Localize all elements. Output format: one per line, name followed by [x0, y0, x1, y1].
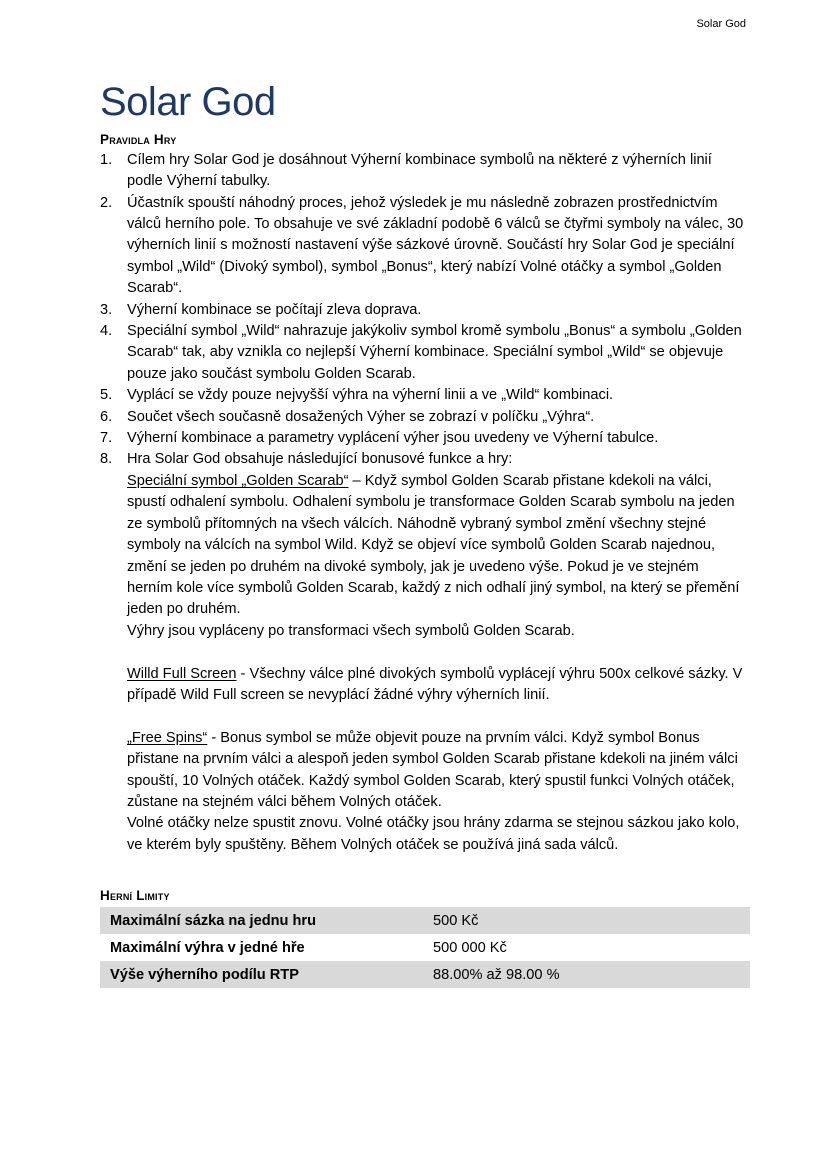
- rule-text: Cílem hry Solar God je dosáhnout Výherní kombinace symbolů na některé z výherních linií podle Výherní tabulky.: [127, 151, 712, 190]
- rule-text: Výherní kombinace se počítají zleva doprava.: [127, 301, 422, 318]
- game-limits-section: [100, 888, 748, 988]
- rule-number: 6.: [100, 408, 113, 425]
- rule-number: 4.: [100, 323, 113, 340]
- limit-value: 500 000 Kč: [433, 939, 507, 956]
- bonus-section-title: „Free Spins“: [127, 729, 208, 746]
- bonus-section-text: Všechny válce plné divokých symbolů vyplácejí výhru 500x celkové sázky. V případě Wild Full screen se nevyplácí žádné výhry výherních linií.: [127, 665, 743, 703]
- rule-text: [127, 449, 748, 856]
- rule-item-8: [100, 449, 748, 856]
- page-title: Solar God: [100, 80, 276, 124]
- rule-8-intro: Hra Solar God obsahuje následující bonusové funkce a hry:: [127, 451, 513, 468]
- bonus-section-footer: Volné otáčky nelze spustit znovu. Volné otáčky jsou hrány zdarma se stejnou sázkou jako kolo, ve kterém byly spuštěny. Během Volných otáček se používá jiná sada válců.: [127, 815, 740, 853]
- rule-item-1: [100, 150, 748, 193]
- rule-item-4: [100, 321, 748, 385]
- rule-number: 1.: [100, 151, 113, 168]
- bonus-section-separator: -: [236, 665, 250, 682]
- table-row: [100, 907, 750, 934]
- rule-number: 2.: [100, 194, 113, 211]
- limit-value: 88.00% až 98.00 %: [433, 966, 560, 983]
- rule-number: 3.: [100, 301, 113, 318]
- limit-label: Výše výherního podílu RTP: [110, 966, 299, 983]
- rule-number: 8.: [100, 451, 113, 468]
- bonus-section-footer: Výhry jsou vypláceny po transformaci všech symbolů Golden Scarab.: [127, 622, 575, 639]
- table-row: [100, 961, 750, 988]
- rule-text: Výherní kombinace a parametry vyplácení výher jsou uvedeny ve Výherní tabulce.: [127, 430, 659, 447]
- document-content: [100, 80, 748, 988]
- rule-number: 5.: [100, 387, 113, 404]
- limits-heading: Herní Limity: [100, 888, 170, 904]
- bonus-section-title: Willd Full Screen: [127, 665, 237, 682]
- rule-item-6: [100, 407, 748, 428]
- rule-item-2: [100, 193, 748, 300]
- limit-label: Maximální výhra v jedné hře: [110, 939, 305, 956]
- rule-text: Účastník spouští náhodný proces, jehož výsledek je mu následně zobrazen prostřednictvím válců herního pole. To obsahuje ve své základní podobě 6 válců se čtyřmi symboly na válec, 30 výherních linií s možností nastavení výše sázkové úrovně. Součástí hry Solar God je speciální symbol „Wild“ (Divoký symbol), symbol „Bonus“, který nabízí Volné otáčky a symbol „Golden Scarab“.: [127, 194, 744, 297]
- rule-text: Speciální symbol „Wild“ nahrazuje jakýkoliv symbol kromě symbolu „Bonus“ a symbolu „Golden Scarab“ tak, aby vznikla co nejlepší Výherní kombinace. Speciální symbol „Wild“ se objevuje pouze jako součást symbolu Golden Scarab.: [127, 323, 742, 382]
- rule-text: Vyplácí se vždy pouze nejvyšší výhra na výherní linii a ve „Wild“ kombinaci.: [127, 387, 614, 404]
- bonus-section-free-spins: [127, 728, 748, 856]
- bonus-section-text: Bonus symbol se může objevit pouze na prvním válci. Když symbol Bonus přistane na prvním válci a alespoň jeden symbol Golden Scarab přistane kdekoli na jiném válci spouští, 10 Volných otáček. Každý symbol Golden Scarab, který spustil funkci Volných otáček, zůstane na stejném válci během Volných otáček.: [127, 729, 738, 810]
- bonus-section-separator: –: [348, 472, 365, 489]
- rule-text: Součet všech současně dosažených Výher se zobrazí v políčku „Výhra“.: [127, 408, 595, 425]
- bonus-section-golden-scarab: [127, 471, 748, 642]
- rule-item-7: [100, 428, 748, 449]
- rule-number: 7.: [100, 430, 113, 447]
- bonus-section-text: Když symbol Golden Scarab přistane kdekoli na válci, spustí odhalení symbolu. Odhalení symbolu je transformace Golden Scarab symbolu na jeden ze symbolů přítomných na všech válcích. Náhodně vybraný symbol změní všechny stejné symboly na válcích na symbol Wild. Když se objeví více symbolů Golden Scarab najednou, změní se jeden po druhém na divoké symboly, jak je uvedeno výše. Pokud je ve stejném herním kole více symbolů Golden Scarab, každý z nich odhalí jiný symbol, na který se přemění jeden po druhém.: [127, 472, 740, 618]
- rules-heading: Pravidla Hry: [100, 131, 177, 147]
- bonus-section-wild-full-screen: [127, 664, 748, 707]
- limit-value: 500 Kč: [433, 912, 479, 929]
- running-header: Solar God: [696, 18, 746, 30]
- limit-label: Maximální sázka na jednu hru: [110, 912, 316, 929]
- rules-list: [100, 150, 748, 856]
- rule-item-5: [100, 385, 748, 406]
- bonus-section-separator: -: [207, 729, 221, 746]
- bonus-section-title: Speciální symbol „Golden Scarab“: [127, 472, 349, 489]
- table-row: [100, 934, 750, 961]
- rule-item-3: [100, 300, 748, 321]
- limits-table: [100, 907, 750, 988]
